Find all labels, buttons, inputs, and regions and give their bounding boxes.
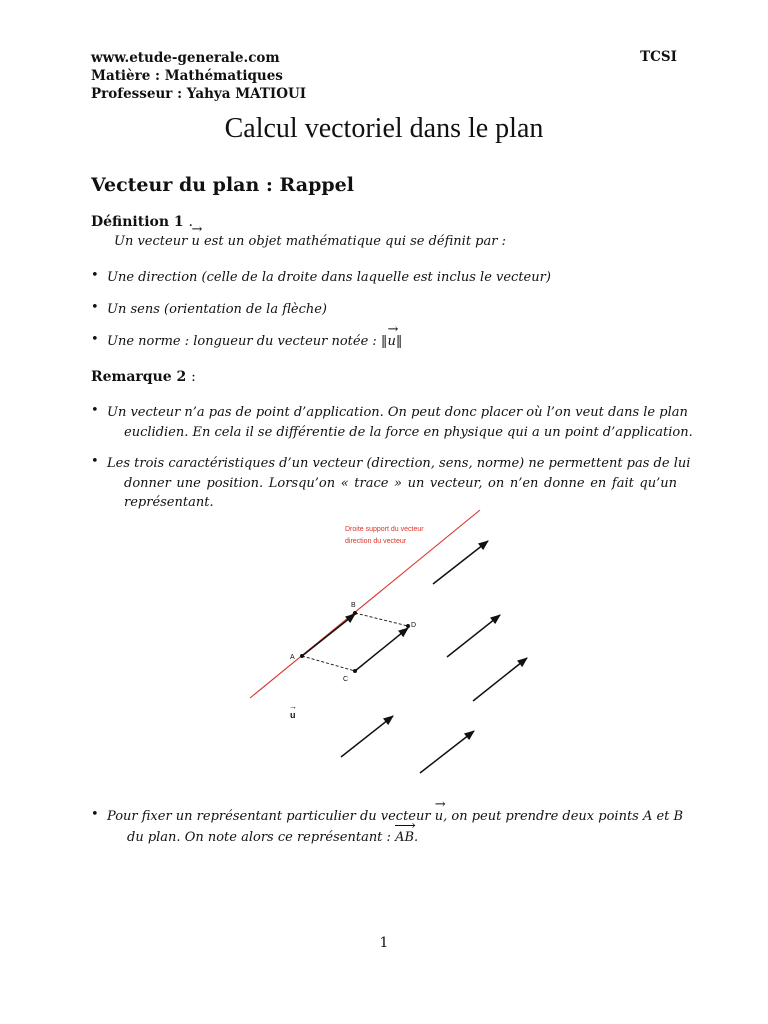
free-vector-4 [341,716,393,757]
definition-intro-after: est un objet mathématique qui se définit par : [203,234,506,249]
point-b-label: B [351,602,356,609]
point-c-label: C [343,676,349,683]
vector-figure [0,500,768,800]
free-vector-2 [447,615,500,657]
norm-close: ‖ [395,334,403,349]
point-d-label: D [411,622,417,629]
remark-item3-line1 [107,807,684,827]
definition-item-sens: Un sens (orientation de la flèche) [107,302,327,317]
remark-label [91,369,196,385]
bullet-icon: • [91,268,99,283]
item3-line2-before: du plan. On note alors ce représentant : [127,830,391,845]
line-label-2: direction du vecteur [345,538,407,545]
definition-intro [114,232,506,252]
bullet-icon: • [91,300,99,315]
header-website: www.etude-generale.com [91,50,280,66]
definition-item-norme [107,332,402,352]
bullet-icon: • [91,403,99,418]
page-title: Calcul vectoriel dans le plan [224,113,544,144]
vector-cd [355,628,408,671]
definition-item-direction: Une direction (celle de la droite dans laquelle est inclus le vecteur) [107,270,551,285]
vector-ab [302,614,355,656]
definition-label [91,214,193,230]
vector-u-label: u [290,710,296,720]
point-b-dot [353,611,357,615]
norm-text: Une norme : longueur du vecteur notée : ‖ [107,334,388,349]
bullet-icon: • [91,807,99,822]
remark-item1-line1: Un vecteur n’a pas de point d’application. On peut donc placer où l’on veut dans le plan [107,405,688,420]
remark-item2-line1: Les trois caractéristiques d’un vecteur (direction, sens, norme) ne permettent pas de lui [107,456,691,471]
definition-title: Définition 1 [91,214,184,230]
remark-punct: : [191,369,196,385]
header-subject: Matière : Mathématiques [91,68,283,84]
vector-u-symbol: → u [191,232,199,252]
item3-before: Pour fixer un représentant particulier du vecteur [107,809,431,824]
line-label-1: Droite support du vecteur [345,526,424,533]
bullet-icon: • [91,332,99,347]
item3-line2-after: . [414,830,419,845]
remark-item3-line2 [127,828,418,848]
definition-intro-before: Un vecteur [114,234,188,249]
section-heading: Vecteur du plan : Rappel [91,174,354,196]
vector-u-arrow-icon: → [289,702,297,711]
definition-punct: . [188,214,193,230]
point-c-dot [353,669,357,673]
header-teacher: Professeur : Yahya MATIOUI [91,86,307,102]
bullet-icon: • [91,454,99,469]
point-a-dot [300,654,304,658]
point-a-label: A [290,654,295,661]
vector-ab-symbol: AB › [395,828,414,848]
free-vector-5 [420,731,474,773]
page-number: 1 [379,935,389,951]
remark-title: Remarque 2 [91,369,187,385]
remark-item1-line2: euclidien. En cela il se différentie de la force en physique qui a un point d’application. [124,425,693,440]
vector-u-symbol: → u [387,332,395,352]
free-vector-3 [473,658,527,701]
remark-item2-line3: représentant. [124,495,214,510]
dashed-bd [355,613,408,626]
vector-u-symbol: → u [435,807,443,827]
point-d-dot [406,624,410,628]
remark-item2-line2: donner une position. Lorsqu’on « trace » un vecteur, on n’en donne en fait qu’un [124,476,677,491]
header-class: TCSI [640,49,677,65]
dashed-ac [302,656,355,671]
item3-after: , on peut prendre deux points A et B [443,809,684,824]
free-vector-1 [433,541,488,584]
